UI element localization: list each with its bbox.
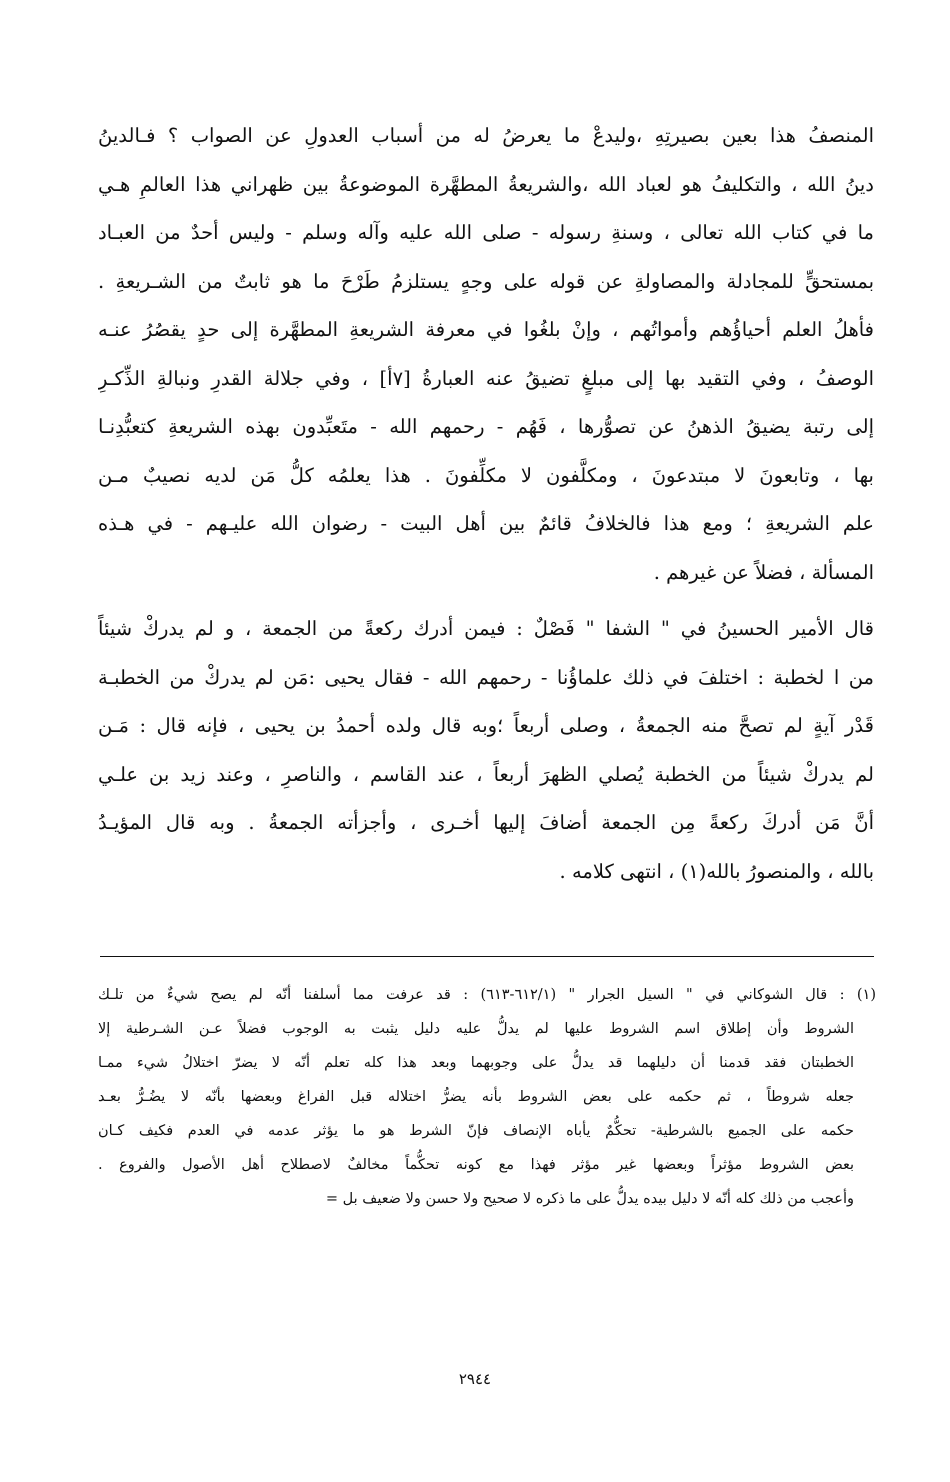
footnote-line: (١) : قال الشوكاني في " السيل الجرار " (٦١٢/١-٦١٣) : قد عرفت مما أسلفنا أنّه لم يصح شيءٌ من تلـك [98, 987, 876, 1003]
text-line: قال الأمير الحسينُ في " الشفا " فَصْلٌ : فيمن أدرك ركعةً من الجمعة ، و لم يدركْ شيئاً [98, 617, 874, 640]
footnotes [98, 978, 876, 1216]
main-text [98, 112, 874, 896]
footnote-line: حكمه على الجميع بالشرطية- تحكُّمٌ يأباه الإنصاف فإنّ الشرط هو ما يؤثر عدمه في العدم فكيف كـان [98, 1123, 854, 1139]
text-line: علم الشريعةِ ؛ ومع هذا فالخلافُ قائمٌ بين أهل البيت - رضوان الله عليـهم - في هـذه [98, 512, 874, 535]
footnote-line: الشروط وأن إطلاق اسم الشروط عليها لم يدلُّ عليه دليل يثبت به الوجوب فضلاً عـن الشـرطية إلا [98, 1021, 854, 1037]
text-line: قَدْر آيةٍ لم تصحَّ منه الجمعةُ ، وصلى أربعاً ؛وبه قال ولده أحمدُ بن يحيى ، فإنه قال : مَـن [98, 714, 874, 737]
text-line: من ا لخطبة : اختلفَ في ذلك علماؤُنا - رحمهم الله - فقال يحيى :مَن لم يدركْ من الخطبـة [98, 665, 874, 689]
text-line: بمستحقٍّ للمجادلة والمصاولةِ عن قوله على وجهٍ يستلزمُ طَرْحَ ما هو ثابتٌ من الشـريعةِ . [98, 269, 874, 293]
text-line: بالله ، والمنصورُ بالله(١) ، انتهى كلامه . [559, 859, 874, 883]
text-line: إلى رتبة يضيقُ الذهنُ عن تصوُّرها ، فَهُم - رحمهم الله - متَعبِّدون بهذه الشريعةِ كتعبُّدِنـا [98, 415, 874, 438]
text-line: المنصفُ هذا بعين بصيرتِهِ ،وليدعْ ما يعرضُ له من أسباب العدولِ عن الصواب ؟ فـالدينُ [98, 124, 874, 147]
text-line: لم يدركْ شيئاً من الخطبة يُصلي الظهرَ أربعاً ، عند القاسم ، والناصرِ ، وعند زيد بن علـي [98, 762, 874, 786]
text-line: بها ، وتابعونَ لا مبتدعونَ ، ومكلَّفون لا مكلِّفونَ . هذا يعلمُه كلُّ مَن لديه نصيبٌ مـن [98, 463, 874, 487]
page-number: ٢٩٤٤ [458, 1370, 492, 1388]
text-line: فأهلُ العلم أحياؤُهم وأمواتُهم ، وإنْ بلغُوا في معرفة الشريعةِ المطهَّرة إلى حدٍ يقصُرُ عنـه [98, 318, 874, 341]
text-line: ما في كتاب الله تعالى ، وسنةِ رسوله - صلى الله عليه وآله وسلم - وليس أحدٌ من العبـاد [98, 221, 874, 244]
footnote-line: وأعجب من ذلك كله أنّه لا دليل بيده يدلُّ على ما ذكره لا صحيح ولا حسن ولا ضعيف بل = [325, 1191, 854, 1207]
footnote-line: جعله شروطاً ، ثم حكمه على بعض الشروط بأنه يضرُّ اختلاله قبل الفراغ وبعضها بأنّه لا يضُـرُّ بعـد [98, 1089, 854, 1105]
paragraph-gap [98, 597, 874, 605]
text-line: المسألة ، فضلاً عن غيرهم . [653, 560, 874, 584]
text-line: دينُ الله ، والتكليفُ هو لعباد الله ،والشريعةُ المطهَّرة الموضوعةُ بين ظهراني هذا العالمِ هـي [98, 172, 874, 196]
footnote-line: بعض الشروط مؤثراً وبعضها غير مؤثر فهذا مع كونه تحكُّماً مخالفٌ لاصطلاح أهل الأصول والفروع . [98, 1157, 854, 1173]
text-line: الوصفُ ، وفي التقيد بها إلى مبلغٍ تضيقُ عنه العبارةُ [٧أ] ، وفي جلالة القدرِ ونبالةِ الذِّكـرِ [98, 366, 874, 390]
footnote-line: الخطبتان فقد قدمنا أن دليلهما قد يدلُّ على وجوبهما وبعد هذا كله تعلم أنّه لا يضرّ اختلالُ شيء ممـا [98, 1055, 854, 1071]
text-line: أنَّ مَن أدركَ ركعةً مِن الجمعة أضافَ إليها أخـرى ، وأجزأته الجمعةُ . وبه قال المؤيـدُ [98, 811, 874, 834]
footnote-divider [100, 956, 874, 957]
